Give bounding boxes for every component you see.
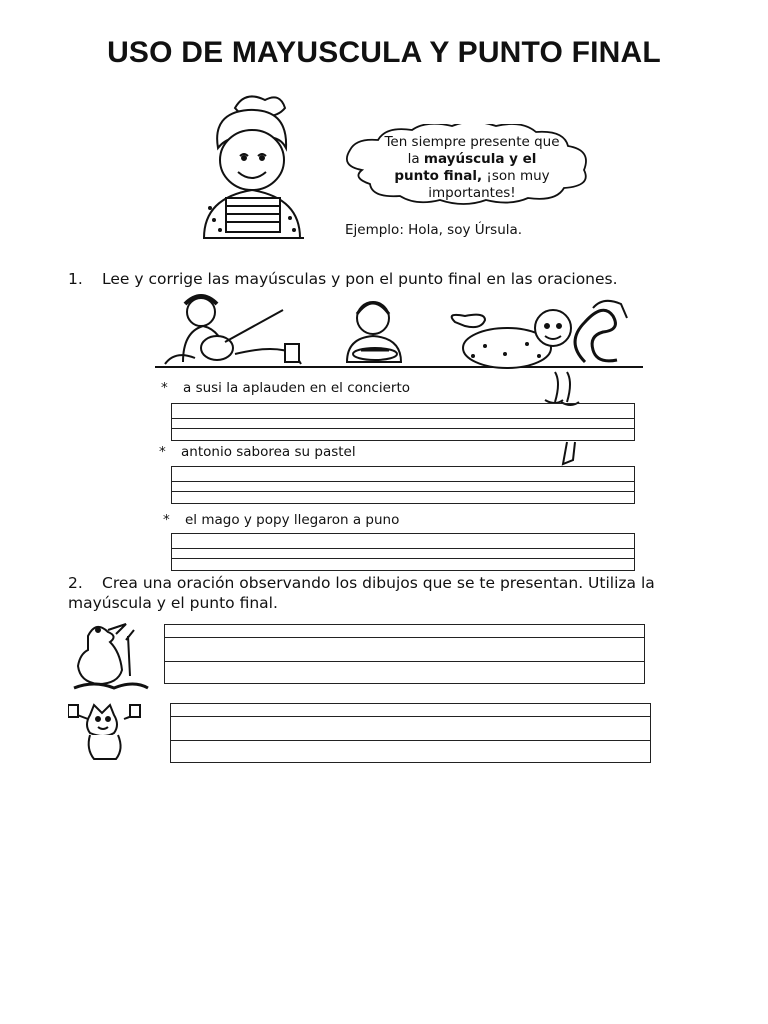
sentence-1 xyxy=(161,380,410,396)
girl-guitar-icon xyxy=(165,296,301,364)
question-2-number: 2. xyxy=(68,574,83,592)
cat-icon xyxy=(68,697,144,763)
question-1-number: 1. xyxy=(68,270,83,288)
sentence-2 xyxy=(159,444,356,460)
bubble-line3-post: ¡son muy xyxy=(482,168,550,184)
bullet-star: * xyxy=(159,444,166,460)
sentence-3-text: el mago y popy llegaron a puno xyxy=(185,512,400,528)
bubble-line2-bold: mayúscula y el xyxy=(423,151,537,167)
girl-with-books-icon xyxy=(190,88,325,253)
example-text: Ejemplo: Hola, soy Úrsula. xyxy=(345,222,523,238)
page-title: USO DE MAYUSCULA Y PUNTO FINAL xyxy=(107,36,661,69)
bubble-line1: Ten siempre presente que xyxy=(384,134,560,150)
sentence-3 xyxy=(163,512,399,528)
bubble-line4: importantes! xyxy=(428,185,516,201)
answer-lines-1[interactable] xyxy=(171,403,635,441)
bullet-star: * xyxy=(163,512,170,528)
question-1 xyxy=(68,269,618,289)
bubble-line3-bold: punto final, xyxy=(394,168,483,184)
bubble-text xyxy=(362,134,582,202)
duck-icon xyxy=(68,616,150,692)
question-2 xyxy=(68,573,708,613)
answer-lines-3[interactable] xyxy=(171,533,635,571)
answer-lines-cat[interactable] xyxy=(170,703,651,763)
sentence-1-text: a susi la aplauden en el concierto xyxy=(183,380,411,396)
question-1-text: Lee y corrige las mayúsculas y pon el punto final en las oraciones. xyxy=(102,270,618,288)
boy-eating-icon xyxy=(347,302,401,362)
answer-lines-2[interactable] xyxy=(171,466,635,504)
question-2-text-line2: mayúscula y el punto final. xyxy=(68,594,278,612)
bullet-star: * xyxy=(161,380,168,396)
bubble-line2-pre: la xyxy=(407,151,424,167)
sentence-2-text: antonio saborea su pastel xyxy=(181,444,356,460)
answer-lines-duck[interactable] xyxy=(164,624,645,684)
question-2-text-line1: Crea una oración observando los dibujos que se te presentan. Utiliza la xyxy=(102,574,655,592)
